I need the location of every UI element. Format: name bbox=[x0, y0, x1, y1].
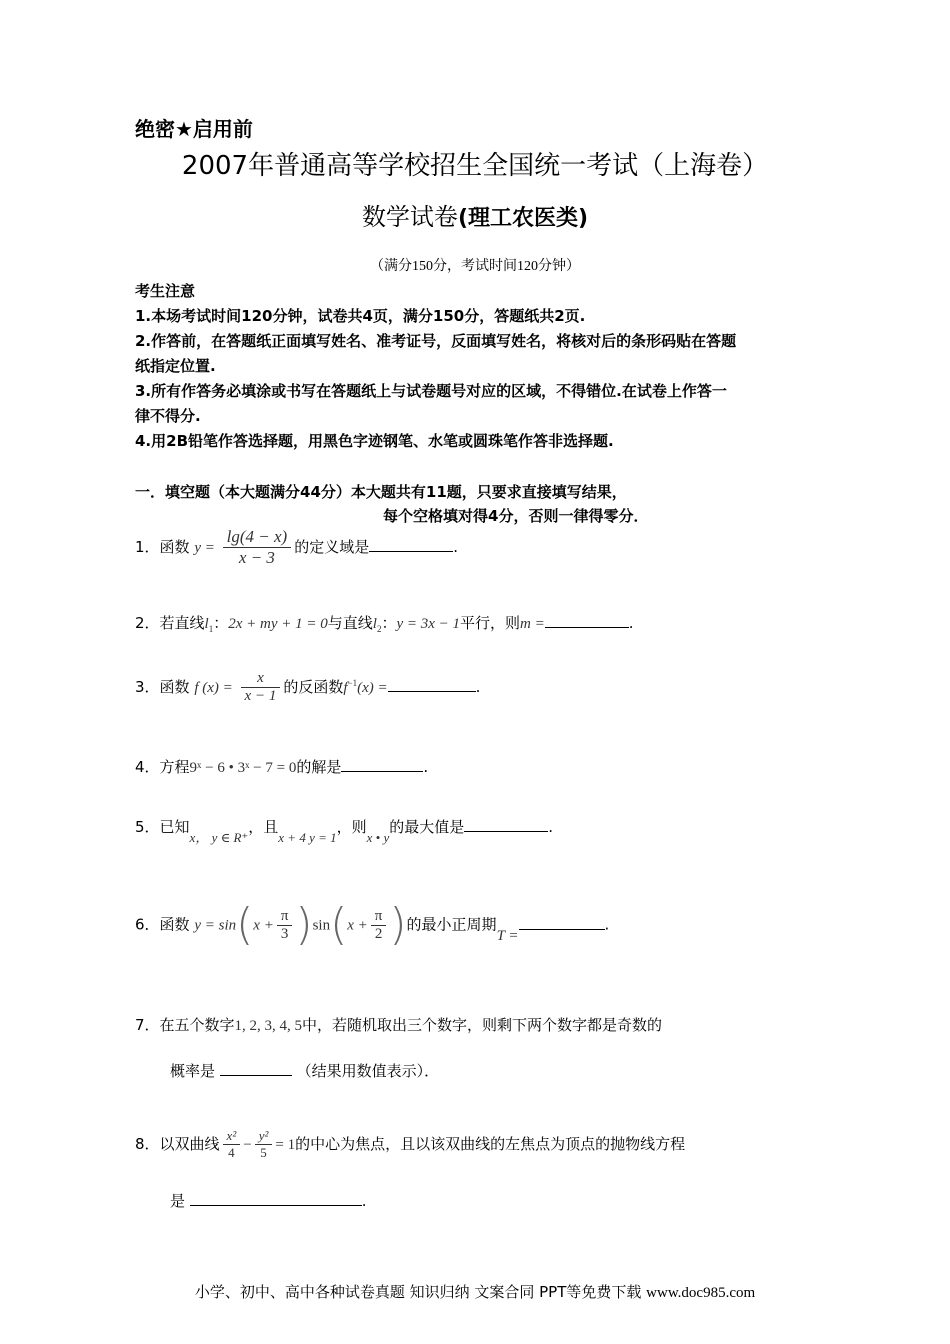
line-l2-symbol: l bbox=[372, 616, 377, 632]
question-6-text: 的最小正周期 bbox=[406, 915, 497, 934]
notice-item-2-line-2: 纸指定位置. bbox=[135, 357, 216, 375]
question-3-prefix: 3．函数 bbox=[135, 678, 190, 696]
question-8-period: . bbox=[361, 1192, 367, 1210]
question-1-answer-blank[interactable] bbox=[369, 535, 453, 552]
question-6-sin-2: sin bbox=[312, 917, 331, 934]
question-1-prefix: 1．函数 bbox=[135, 538, 190, 556]
paper-title bbox=[0, 197, 950, 232]
question-6-variable: T = bbox=[496, 927, 519, 944]
question-6-prefix: 6．函数 bbox=[135, 915, 190, 934]
section-1-heading-line-2: 每个空格填对得4分，否则一律得零分． bbox=[383, 507, 649, 525]
confidential-mark: 绝密★启用前 bbox=[135, 117, 253, 141]
exam-title: 2007年普通高等学校招生全国统一考试（上海卷） bbox=[181, 151, 769, 181]
paper-title-main: 数学试卷 bbox=[361, 203, 458, 231]
question-5-period: . bbox=[548, 818, 554, 836]
question-7-digits: 1, 2, 3, 4, 5 bbox=[234, 1018, 303, 1034]
question-5-condition-sum: x + 4 y = 1 bbox=[278, 830, 337, 845]
question-2-variable: m = bbox=[520, 616, 545, 632]
hyperbola-term-x bbox=[223, 1128, 241, 1161]
notice-item-1: 1.本场考试时间120分钟，试卷共4页，满分150分，答题纸共2页. bbox=[135, 307, 586, 325]
question-5-condition-domain: x， y ∈ R⁺ bbox=[189, 830, 249, 845]
question-1-denominator: x − 3 bbox=[238, 548, 275, 567]
inverse-function-argument: (x) = bbox=[357, 680, 388, 696]
footer-url[interactable]: www.doc985.com bbox=[646, 1285, 756, 1301]
question-3-denominator: x − 1 bbox=[244, 688, 277, 704]
question-2-prefix: 2．若直线 bbox=[135, 614, 205, 632]
full-mark-info: （满分150分，考试时间120分钟） bbox=[370, 259, 580, 274]
left-paren-2: ( bbox=[330, 899, 348, 950]
question-2-period: . bbox=[628, 614, 634, 632]
question-3-period: . bbox=[475, 678, 481, 696]
question-7-line-2 bbox=[170, 1059, 439, 1081]
question-5-text: 的最大值是 bbox=[389, 818, 465, 836]
question-6-answer-blank[interactable] bbox=[519, 913, 605, 930]
pi-numerator-2: π bbox=[371, 908, 387, 926]
question-4-text: 的解是 bbox=[296, 758, 342, 776]
hyperbola-term-y bbox=[255, 1128, 273, 1161]
question-1 bbox=[135, 527, 458, 568]
notice-item-3-line-1: 3.所有作答务必填涂或书写在答题纸上与试卷题号对应的区域，不得错位.在试卷上作答一 bbox=[135, 382, 727, 400]
question-6-fraction-1 bbox=[277, 908, 293, 943]
question-3-numerator: x bbox=[241, 670, 281, 688]
inverse-function-symbol: f bbox=[343, 680, 348, 696]
question-6-fraction-2 bbox=[371, 908, 387, 943]
pi-numerator-1: π bbox=[277, 908, 293, 926]
section-1-heading: 一．填空题（本大题满分44分）本大题共有11题，只要求直接填写结果， bbox=[135, 483, 627, 501]
question-2-answer-blank[interactable] bbox=[545, 611, 629, 628]
left-paren-1: ( bbox=[236, 899, 254, 950]
question-8-line-2-prefix: 是 bbox=[170, 1192, 186, 1210]
hyperbola-equals-one: = 1 bbox=[275, 1137, 296, 1153]
hyperbola-x-numerator: x² bbox=[223, 1128, 241, 1145]
question-4 bbox=[135, 755, 428, 777]
question-1-period: . bbox=[453, 538, 458, 556]
question-3-lhs: f (x) = bbox=[194, 680, 233, 696]
line-l1-symbol: l bbox=[204, 616, 209, 632]
question-8-prefix: 8．以双曲线 bbox=[135, 1135, 220, 1153]
question-2-colon-2: ： bbox=[381, 614, 397, 632]
question-7 bbox=[135, 1014, 662, 1035]
question-3-answer-blank[interactable] bbox=[388, 675, 476, 692]
right-paren-1: ) bbox=[295, 899, 313, 950]
question-3-text: 的反函数 bbox=[283, 678, 344, 696]
question-5-prefix: 5．已知 bbox=[135, 818, 190, 836]
notice-item-3-line-2: 律不得分. bbox=[135, 407, 201, 425]
question-7-line-2-prefix: 概率是 bbox=[170, 1062, 216, 1080]
question-7-line-2-text: （结果用数值表示）． bbox=[296, 1062, 440, 1080]
right-paren-2: ) bbox=[389, 899, 407, 950]
hyperbola-x-denominator: 4 bbox=[228, 1145, 235, 1160]
question-6-arg-2-prefix: x + bbox=[347, 917, 368, 934]
question-2-colon-1: ： bbox=[213, 614, 229, 632]
hyperbola-y-denominator: 5 bbox=[260, 1145, 267, 1160]
question-2-text: 平行，则 bbox=[460, 614, 521, 632]
question-6-period: . bbox=[604, 915, 610, 934]
question-3-fraction bbox=[241, 670, 281, 705]
denominator-2: 2 bbox=[374, 925, 383, 942]
question-7-prefix: 7．在五个数字 bbox=[135, 1016, 235, 1034]
question-5 bbox=[135, 815, 554, 845]
question-1-lhs: y = bbox=[194, 540, 215, 556]
inverse-superscript: −1 bbox=[347, 678, 358, 688]
line-l1-subscript: 1 bbox=[208, 624, 214, 634]
paper-title-sub: (理工农医类) bbox=[457, 206, 589, 231]
line-l2-subscript: 2 bbox=[376, 624, 382, 634]
hyperbola-y-numerator: y² bbox=[255, 1128, 273, 1145]
question-7-text: 中，若随机取出三个数字，则剩下两个数字都是奇数的 bbox=[302, 1016, 663, 1034]
question-6-arg-1-prefix: x + bbox=[253, 917, 274, 934]
footer bbox=[0, 1281, 950, 1302]
question-2-text-mid: 与直线 bbox=[327, 614, 373, 632]
question-5-product-expression: x • y bbox=[366, 830, 390, 845]
question-8-text: 的中心为焦点，且以该双曲线的左焦点为顶点的抛物线方程 bbox=[295, 1135, 686, 1153]
denominator-1: 3 bbox=[280, 925, 289, 942]
question-5-text-and: ，且 bbox=[248, 818, 279, 836]
question-4-answer-blank[interactable] bbox=[341, 755, 423, 772]
question-8-line-2 bbox=[170, 1189, 367, 1211]
question-6-lhs: y = sin bbox=[194, 917, 237, 934]
question-5-answer-blank[interactable] bbox=[464, 815, 548, 832]
footer-text: 小学、初中、高中各种试卷真题 知识归纳 文案合同 PPT等免费下载 bbox=[194, 1283, 642, 1301]
question-1-fraction bbox=[223, 527, 292, 568]
question-8-answer-blank[interactable] bbox=[190, 1189, 362, 1206]
question-5-text-then: ，则 bbox=[336, 818, 367, 836]
hyperbola-minus: − bbox=[243, 1137, 252, 1153]
question-6 bbox=[135, 899, 610, 950]
question-4-prefix: 4．方程 bbox=[135, 758, 190, 776]
question-8 bbox=[135, 1128, 685, 1161]
question-4-equation: 9ˣ − 6 • 3ˣ − 7 = 0 bbox=[189, 760, 297, 776]
question-2 bbox=[135, 611, 634, 634]
notice-heading: 考生注意 bbox=[135, 282, 196, 300]
notice-item-2-line-1: 2.作答前，在答题纸正面填写姓名、准考证号，反面填写姓名，将核对后的条形码贴在答题 bbox=[135, 332, 737, 350]
question-7-answer-blank[interactable] bbox=[220, 1059, 292, 1076]
question-4-period: . bbox=[423, 758, 429, 776]
question-3 bbox=[135, 670, 480, 705]
notice-item-4: 4.用2B铅笔作答选择题，用黑色字迹钢笔、水笔或圆珠笔作答非选择题. bbox=[135, 432, 614, 450]
question-1-text: 的定义域是 bbox=[294, 538, 370, 556]
line-l2-equation: y = 3x − 1 bbox=[396, 616, 461, 632]
line-l1-equation: 2x + my + 1 = 0 bbox=[228, 616, 328, 632]
question-1-numerator: lg(4 − x) bbox=[223, 527, 292, 548]
